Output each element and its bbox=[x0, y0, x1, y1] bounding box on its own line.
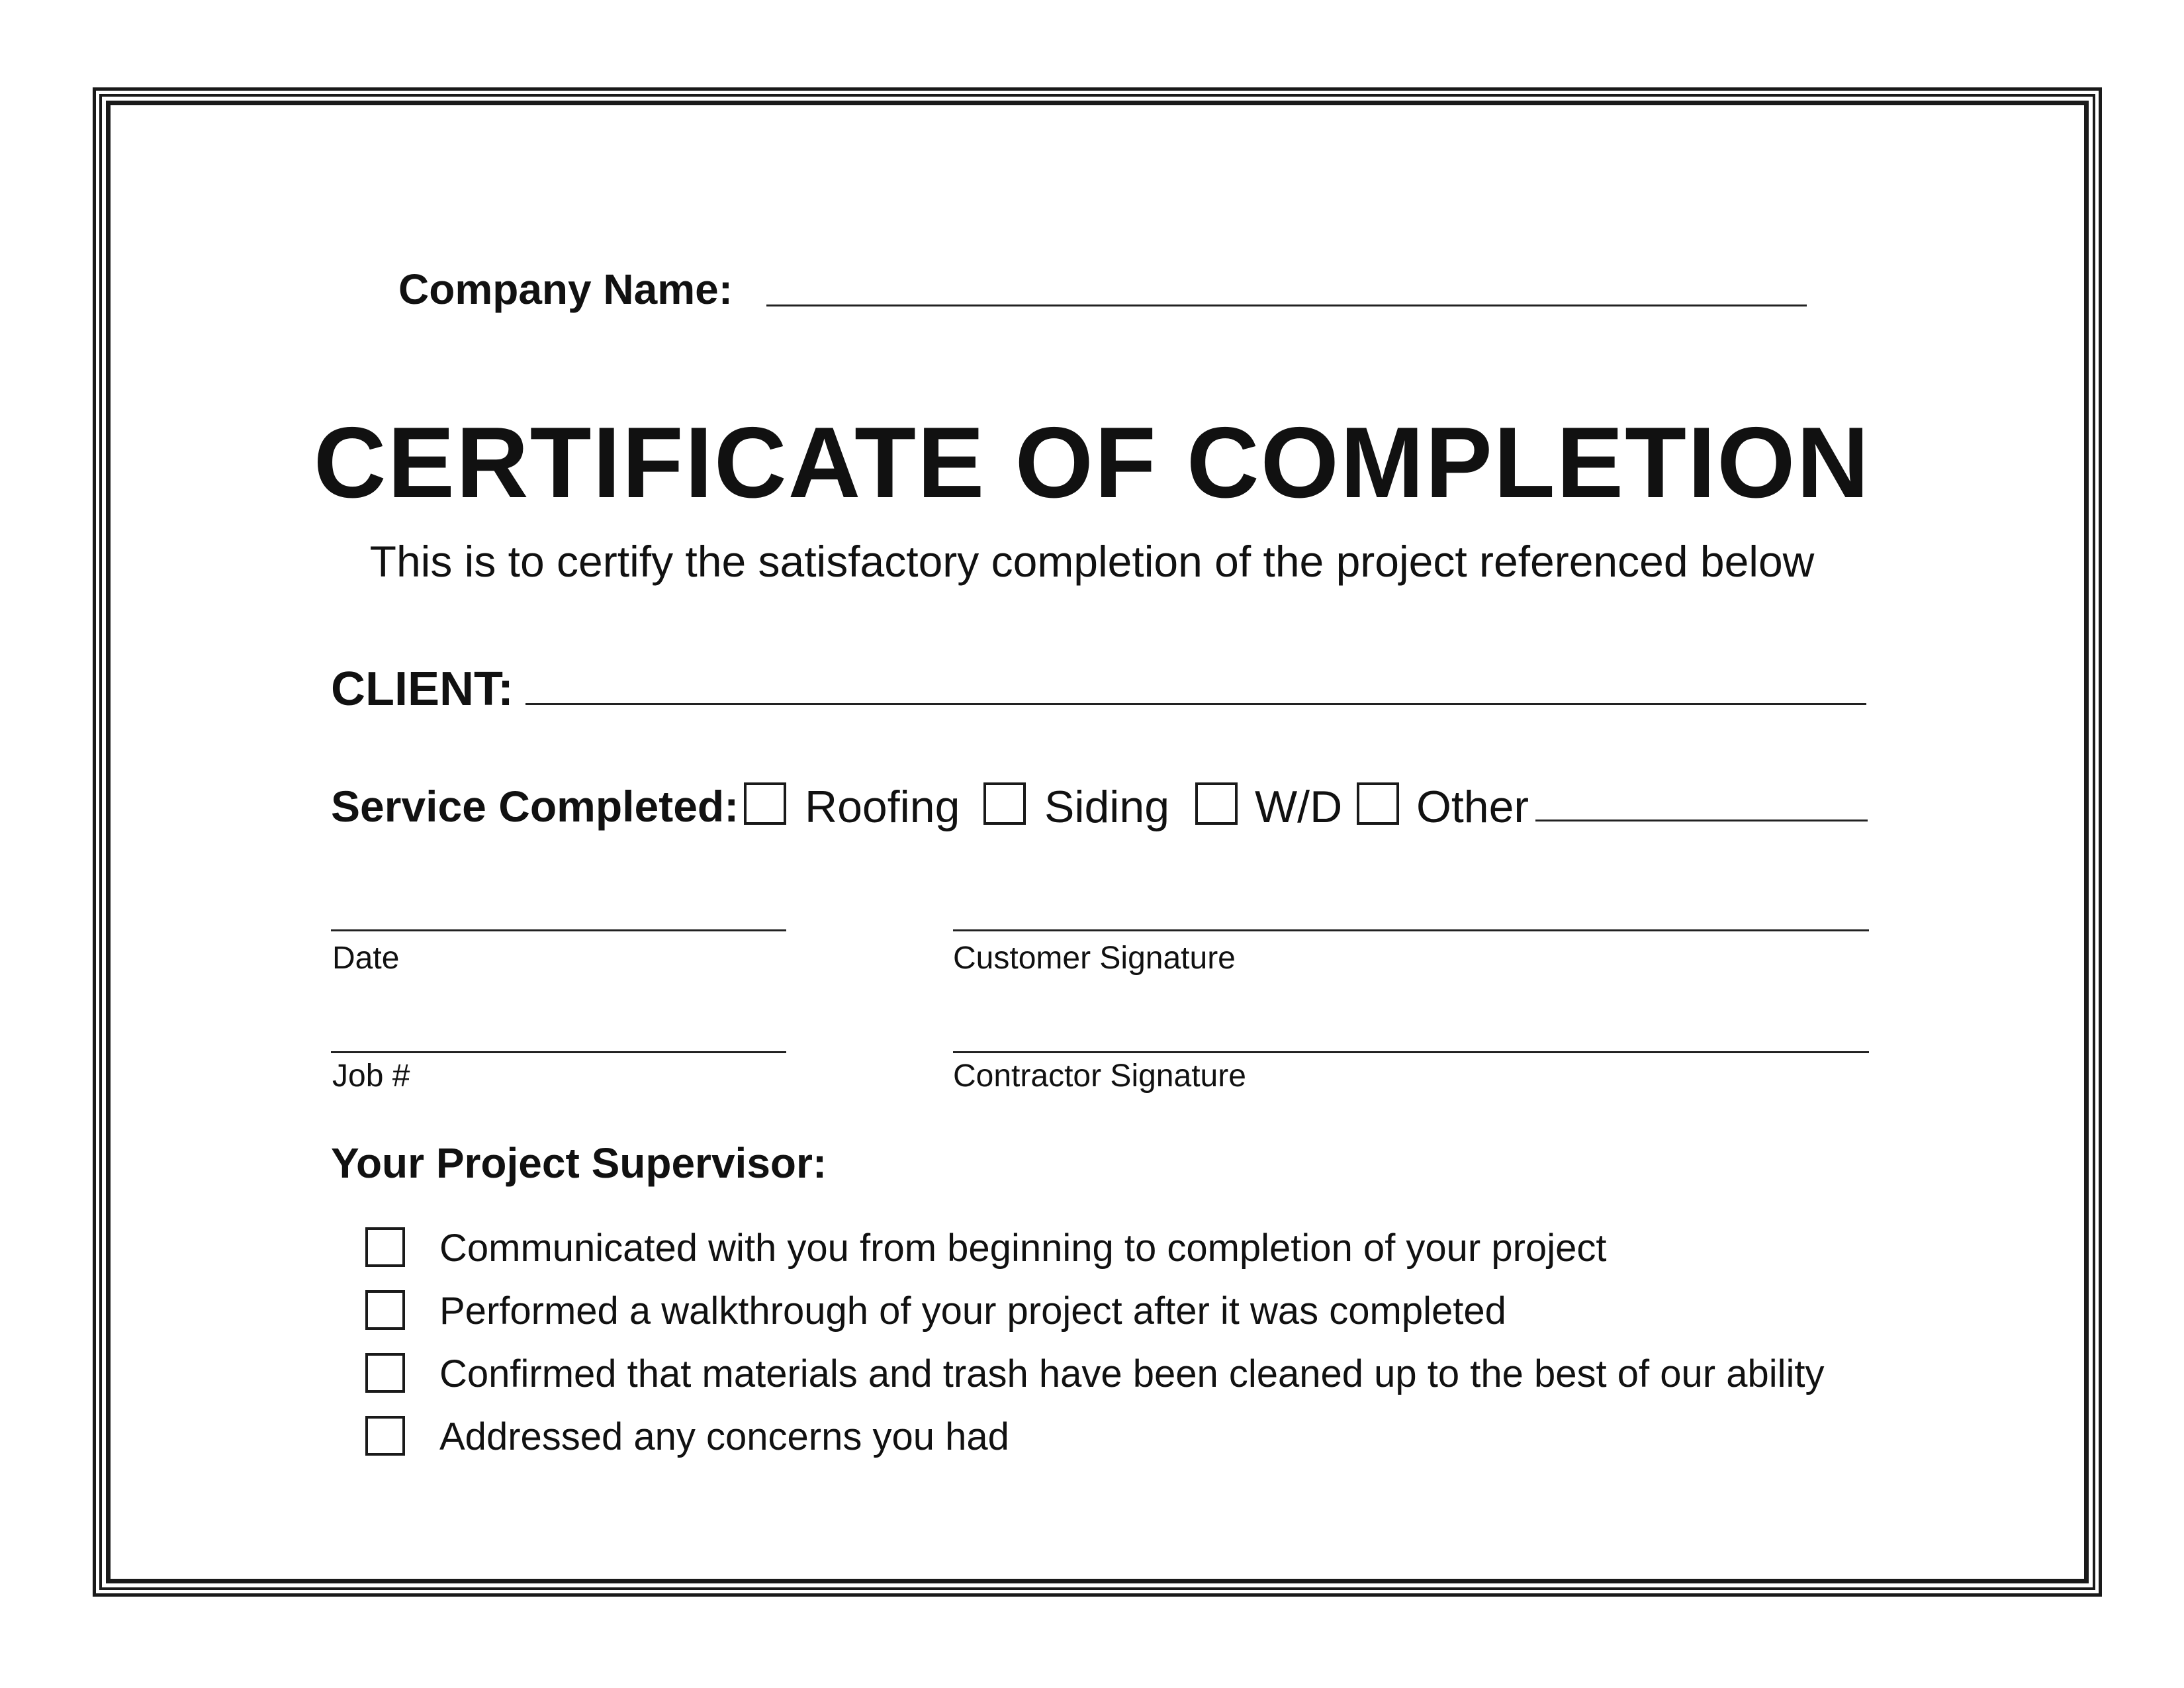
contractor-signature-label: Contractor Signature bbox=[953, 1058, 1246, 1094]
supervisor-checkbox-3[interactable] bbox=[365, 1353, 405, 1393]
job-number-label: Job # bbox=[332, 1058, 410, 1094]
other-checkbox[interactable] bbox=[1357, 782, 1399, 825]
siding-checkbox[interactable] bbox=[983, 782, 1026, 825]
other-service-field[interactable] bbox=[1535, 820, 1868, 821]
certificate-title: CERTIFICATE OF COMPLETION bbox=[313, 406, 1871, 519]
supervisor-checkbox-1[interactable] bbox=[365, 1227, 405, 1267]
customer-signature-label: Customer Signature bbox=[953, 941, 1236, 976]
certificate-subtitle: This is to certify the satisfactory completion of the project referenced below bbox=[369, 537, 1815, 586]
wd-checkbox[interactable] bbox=[1195, 782, 1238, 825]
supervisor-item-4: Addressed any concerns you had bbox=[439, 1415, 1009, 1458]
supervisor-heading: Your Project Supervisor: bbox=[331, 1139, 827, 1187]
other-option-label: Other bbox=[1416, 782, 1529, 832]
date-field[interactable] bbox=[331, 929, 786, 931]
supervisor-item-1: Communicated with you from beginning to completion of your project bbox=[439, 1227, 1607, 1270]
contractor-signature-field[interactable] bbox=[953, 1051, 1869, 1053]
roofing-option-label: Roofing bbox=[805, 782, 960, 832]
service-completed-label: Service Completed: bbox=[331, 782, 739, 831]
supervisor-checkbox-2[interactable] bbox=[365, 1290, 405, 1330]
company-name-field[interactable] bbox=[766, 305, 1807, 306]
roofing-checkbox[interactable] bbox=[744, 782, 786, 825]
company-name-label: Company Name: bbox=[398, 265, 733, 313]
siding-option-label: Siding bbox=[1044, 782, 1170, 832]
supervisor-checkbox-4[interactable] bbox=[365, 1416, 405, 1456]
job-number-field[interactable] bbox=[331, 1051, 786, 1053]
wd-option-label: W/D bbox=[1255, 782, 1343, 832]
supervisor-item-3: Confirmed that materials and trash have been cleaned up to the best of our ability bbox=[439, 1352, 1825, 1395]
customer-signature-field[interactable] bbox=[953, 929, 1869, 931]
date-label: Date bbox=[332, 941, 400, 976]
supervisor-item-2: Performed a walkthrough of your project after it was completed bbox=[439, 1289, 1506, 1333]
client-label: CLIENT: bbox=[331, 663, 514, 716]
client-field[interactable] bbox=[525, 703, 1866, 705]
